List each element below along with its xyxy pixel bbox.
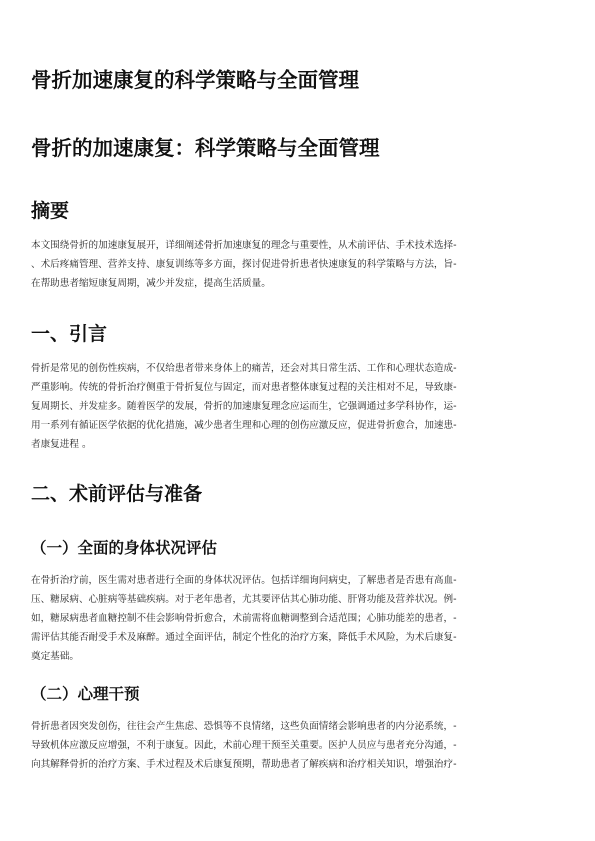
abstract-line: 、术后疼痛管理、营养支持、康复训练等多方面，探讨促进骨折患者快速康复的科学策略与方法，旨- — [31, 259, 457, 270]
intro-line: 骨折是常见的创伤性疾病，不仅给患者带来身体上的痛苦，还会对其日常生活、工作和心理状态造成- — [31, 363, 457, 374]
body-assessment-paragraph — [31, 571, 564, 666]
psych-intervention-heading: （二）心理干预 — [31, 685, 140, 703]
intro-heading: 一、引言 — [31, 323, 108, 345]
intro-line: 严重影响。传统的骨折治疗侧重于骨折复位与固定，而对患者整体康复过程的关注相对不足，导致康- — [31, 382, 457, 393]
intro-line: 复周期长、并发症多。随着医学的发展，骨折的加速康复理念应运而生，它强调通过多学科协作，运- — [31, 401, 457, 412]
abstract-heading: 摘要 — [31, 200, 70, 222]
abstract-paragraph — [31, 236, 564, 293]
intro-line: 用一系列有循证医学依据的优化措施，减少患者生理和心理的创伤应激反应，促进骨折愈合，加速患- — [31, 420, 457, 431]
body-assessment-line: 如，糖尿病患者血糖控制不佳会影响骨折愈合，术前需将血糖调整到合适范围；心肺功能差的患者，- — [31, 613, 457, 624]
abstract-line: 在帮助患者缩短康复周期，减少并发症，提高生活质量。 — [31, 278, 271, 289]
preop-heading: 二、术前评估与准备 — [31, 483, 203, 505]
body-assessment-line: 奠定基础。 — [31, 651, 79, 662]
document-title: 骨折加速康复的科学策略与全面管理 — [31, 68, 359, 92]
body-assessment-line: 需评估其能否耐受手术及麻醉。通过全面评估，制定个性化的治疗方案，降低手术风险，为术后康复- — [31, 632, 457, 643]
abstract-line: 本文围绕骨折的加速康复展开，详细阐述骨折加速康复的理念与重要性，从术前评估、手术技术选择- — [31, 240, 457, 251]
body-assessment-line: 压、糖尿病、心脏病等基础疾病。对于老年患者，尤其要评估其心肺功能、肝肾功能及营养状况。例- — [31, 594, 457, 605]
psych-intervention-line: 骨折患者因突发创伤，往往会产生焦虑、恐惧等不良情绪，这些负面情绪会影响患者的内分泌系统，- — [31, 721, 457, 732]
psych-intervention-line: 向其解释骨折的治疗方案、手术过程及术后康复预期，帮助患者了解疾病和治疗相关知识，增强治疗- — [31, 759, 457, 770]
intro-paragraph — [31, 359, 564, 454]
document-subtitle: 骨折的加速康复：科学策略与全面管理 — [31, 136, 380, 160]
psych-intervention-line: 导致机体应激反应增强，不利于康复。因此，术前心理干预至关重要。医护人员应与患者充分沟通，- — [31, 740, 457, 751]
intro-line: 者康复进程 。 — [31, 439, 92, 450]
psych-intervention-paragraph — [31, 717, 564, 774]
body-assessment-heading: （一）全面的身体状况评估 — [31, 539, 218, 557]
body-assessment-line: 在骨折治疗前，医生需对患者进行全面的身体状况评估。包括详细询问病史，了解患者是否患有高血- — [31, 575, 457, 586]
